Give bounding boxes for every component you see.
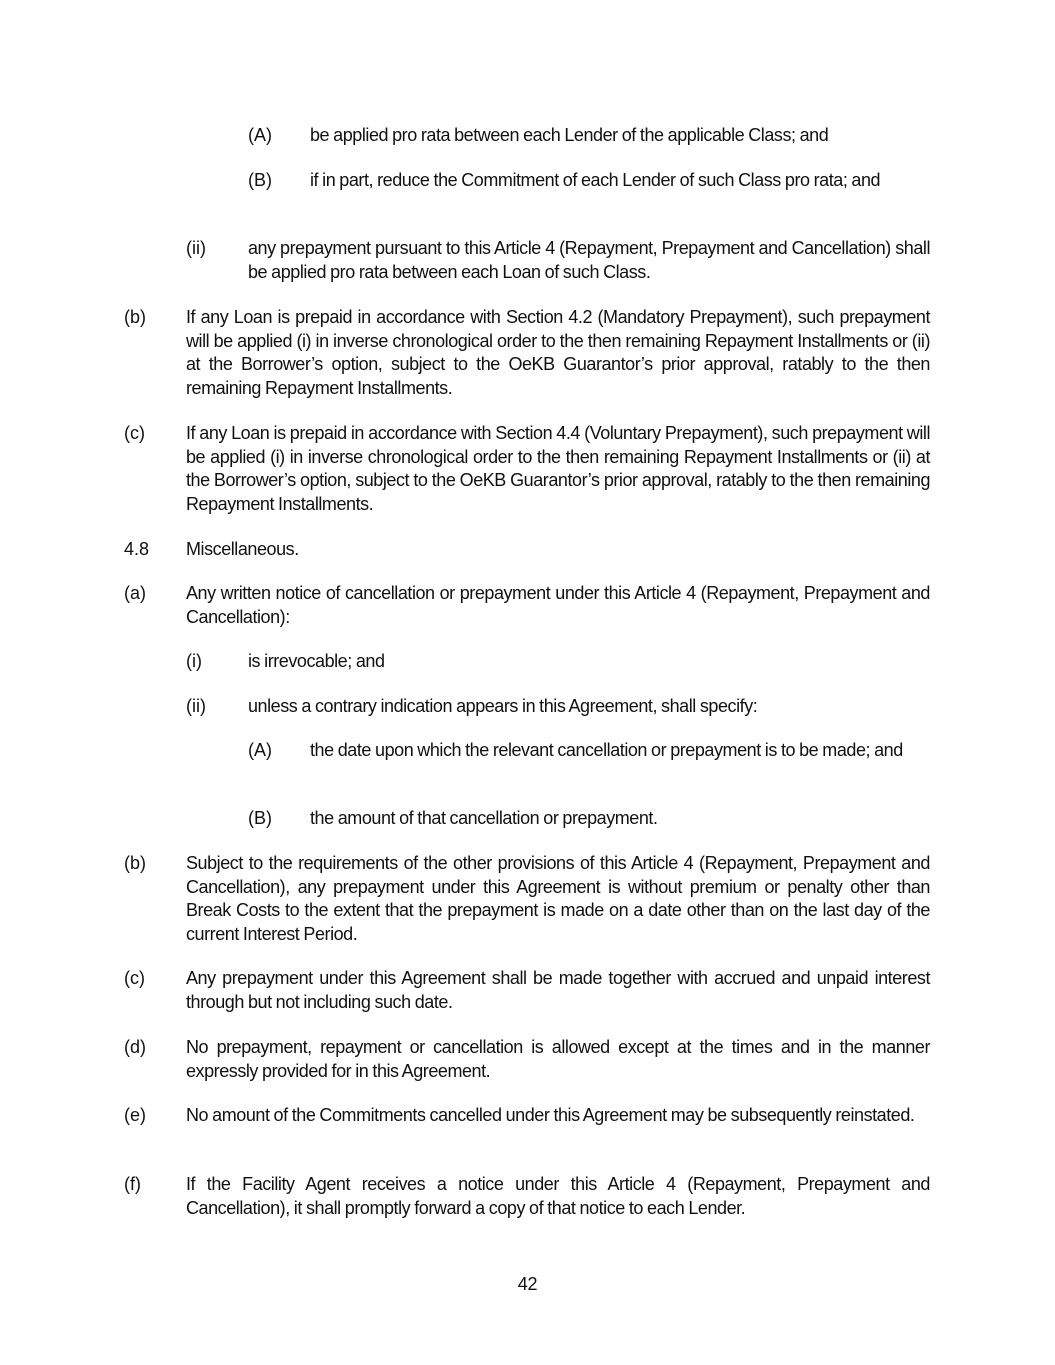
item-text: the date upon which the relevant cancellation or prepayment is to be made; and: [310, 740, 903, 760]
item-number: (ii): [186, 238, 206, 258]
item-number: (f): [124, 1174, 141, 1194]
item-text: No amount of the Commitments cancelled under this Agreement may be subsequently reinstated.: [186, 1105, 915, 1125]
item-text: the amount of that cancellation or prepayment.: [310, 808, 658, 828]
section-title: Miscellaneous.: [186, 539, 299, 559]
item-number: (B): [248, 170, 272, 190]
item-number: (b): [124, 853, 146, 873]
item-text: If the Facility Agent receives a notice under this Article 4 (Repayment, Prepayment and Cancellation), it shall promptly forward a copy of that notice to each Lender.: [186, 1174, 930, 1218]
item-number: (i): [186, 651, 202, 671]
item-text: No prepayment, repayment or cancellation is allowed except at the times and in the manner expressly provided for in this Agreement.: [186, 1037, 930, 1081]
item-text: if in part, reduce the Commitment of each Lender of such Class pro rata; and: [310, 170, 881, 190]
item-number: (e): [124, 1105, 146, 1125]
item-number: (b): [124, 307, 146, 327]
item-number: (c): [124, 423, 145, 443]
item-number: (ii): [186, 696, 206, 716]
page-number: 42: [517, 1274, 538, 1294]
item-number: (d): [124, 1037, 146, 1057]
section-number: 4.8: [124, 539, 150, 559]
item-text: Any prepayment under this Agreement shall be made together with accrued and unpaid interest through but not including such date.: [186, 968, 930, 1012]
item-number: (B): [248, 808, 272, 828]
item-text: If any Loan is prepaid in accordance with Section 4.4 (Voluntary Prepayment), such prepayment will be applied (i) in inverse chronological order to the then remaining Repayment Installments or (ii) at the Borrower’s option, subject to the OeKB Guarantor’s prior approval, ratably to the then remaining Repayment Installments.: [186, 423, 930, 514]
item-text: unless a contrary indication appears in this Agreement, shall specify:: [248, 696, 758, 716]
item-text: If any Loan is prepaid in accordance with Section 4.2 (Mandatory Prepayment), such prepayment will be applied (i) in inverse chronological order to the then remaining Repayment Installments or (ii) at the Borrower’s option, subject to the OeKB Guarantor’s prior approval, ratably to the then remaining Repayment Installments.: [186, 307, 930, 398]
item-text: is irrevocable; and: [248, 651, 385, 671]
item-text: Any written notice of cancellation or prepayment under this Article 4 (Repayment, Prepayment and Cancellation):: [186, 583, 930, 627]
item-number: (A): [248, 125, 272, 145]
item-number: (A): [248, 740, 272, 760]
item-text: any prepayment pursuant to this Article 4 (Repayment, Prepayment and Cancellation) shall be applied pro rata between each Loan of such Class.: [248, 238, 930, 282]
item-text: Subject to the requirements of the other provisions of this Article 4 (Repayment, Prepayment and Cancellation), any prepayment under this Agreement is without premium or penalty other than Break Costs to the extent that the prepayment is made on a date other than on the last day of the current Interest Period.: [186, 853, 930, 944]
item-number: (a): [124, 583, 146, 603]
item-text: be applied pro rata between each Lender of the applicable Class; and: [310, 125, 829, 145]
item-number: (c): [124, 968, 145, 988]
